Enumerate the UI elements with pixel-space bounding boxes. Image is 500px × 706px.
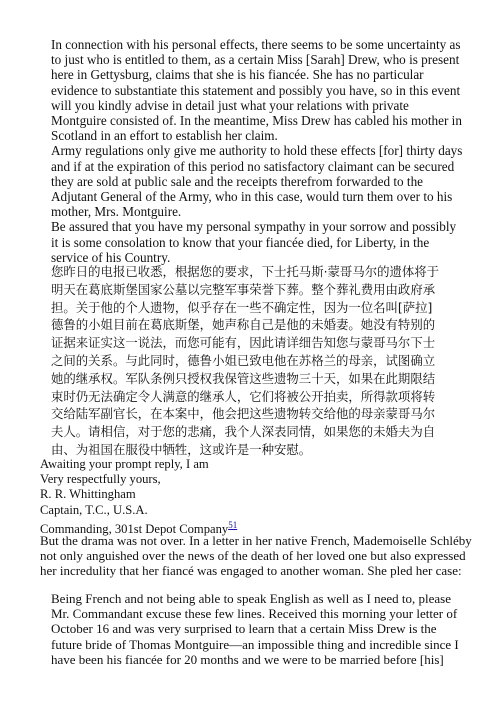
translation-line: 之间的关系。与此同时，德鲁小姐已致电他在苏格兰的母亲，试图确立 xyxy=(51,352,436,368)
quote-line: future bride of Thomas Montguire—an impossible thing and incredible since I xyxy=(51,636,459,652)
letter-line: Adjutant General of the Army, who in this case, would turn them over to his xyxy=(51,189,453,205)
signature-line: R. R. Whittingham xyxy=(40,487,136,502)
quote-line: Being French and not being able to speak English as well as I need to, please xyxy=(51,591,452,606)
quote-line: October 16 and was very surprised to learn that a certain Miss Drew is the xyxy=(51,621,437,637)
signature-line: Awaiting your prompt reply, I am xyxy=(40,457,209,471)
letter-line: In connection with his personal effects, there seems to be some uncertainty as xyxy=(51,37,461,52)
letter-line: Be assured that you have my personal sympathy in your sorrow and possibly xyxy=(51,219,457,235)
letter-line: mother, Mrs. Montguire. xyxy=(51,204,182,220)
letter-line: Army regulations only give me authority to hold these effects [for] thirty days xyxy=(51,143,463,159)
block-quote xyxy=(51,591,496,667)
translation-line: 由、为祖国在服役中牺牲，这或许是一种安慰。 xyxy=(51,441,312,457)
translation-line: 您昨日的电报已收悉，根据您的要求，下士托马斯·蒙哥马尔的遗体将于 xyxy=(51,264,440,279)
signature-block xyxy=(40,457,490,537)
translation-line: 束时仍无法确定令人满意的继承人，它们将被公开拍卖，所得款项将转 xyxy=(51,388,436,404)
translation-line: 明天在葛底斯堡国家公墓以完整军事荣誉下葬。整个葬礼费用由政府承 xyxy=(51,281,436,297)
letter-line: to just who is entitled to them, as a certain Miss [Sarah] Drew, who is present xyxy=(51,52,460,68)
letter-line: evidence to substantiate this statement and possibly you have, so in this event xyxy=(51,82,461,98)
letter-line: Scotland in an effort to establish her claim. xyxy=(51,128,278,144)
footnote-link[interactable]: 51 xyxy=(228,519,238,530)
letter-line: here in Gettysburg, claims that she is his fiancée. She has no particular xyxy=(51,67,424,83)
letter-line: will you kindly advise in detail just what your relations with private xyxy=(51,97,409,113)
letter-line: and if at the expiration of this period no satisfactory claimant can be secured xyxy=(51,158,455,174)
translation-line: 交给陆军副官长，在本案中，他会把这些遗物转交给他的母亲蒙哥马尔 xyxy=(51,406,436,422)
quote-line: Mr. Commandant excuse these few lines. Received this morning your letter of xyxy=(51,606,458,622)
translation-line: 证据来证实这一说法，而您可能有，因此请详细告知您与蒙哥马尔下士 xyxy=(51,335,436,351)
letter-line: Montguire consisted of. In the meantime, Miss Drew has cabled his mother in xyxy=(51,113,462,129)
letter-line: it is some consolation to know that your fiancée died, for Liberty, in the xyxy=(51,234,430,250)
quote-line: have been his fiancée for 20 months and we were to be married before [his] xyxy=(51,651,444,667)
signature-text: Commanding, 301st Depot Company xyxy=(40,521,229,536)
letter-chinese-block xyxy=(51,263,496,459)
letter-line: they are sold at public sale and the receipts therefrom forwarded to the xyxy=(51,173,424,189)
translation-line: 夫人。请相信，对于您的悲痛，我个人深表同情，如果您的未婚夫为自 xyxy=(51,424,436,440)
narrative-line: not only anguished over the news of the death of her loved one but also expressed xyxy=(40,548,466,564)
letter-line: service of his Country. xyxy=(51,249,171,265)
translation-line: 她的继承权。军队条例只授权我保管这些遗物三十天，如果在此期限结 xyxy=(51,370,436,386)
narrative-paragraph xyxy=(40,533,498,579)
signature-line: Captain, T.C., U.S.A. xyxy=(40,502,148,517)
translation-line: 担。关于他的个人遗物，似乎存在一些不确定性，因为一位名叫[萨拉] xyxy=(51,299,433,315)
narrative-line: But the drama was not over. In a letter in her native French, Mademoiselle Schléby xyxy=(40,533,472,548)
signature-line: Very respectfully yours, xyxy=(40,472,161,487)
narrative-line: her incredulity that her fiancé was engaged to another woman. She pled her case: xyxy=(40,563,462,579)
translation-line: 德鲁的小姐目前在葛底斯堡，她声称自己是他的未婚妻。她没有特别的 xyxy=(51,317,436,333)
letter-english-block xyxy=(51,37,491,265)
